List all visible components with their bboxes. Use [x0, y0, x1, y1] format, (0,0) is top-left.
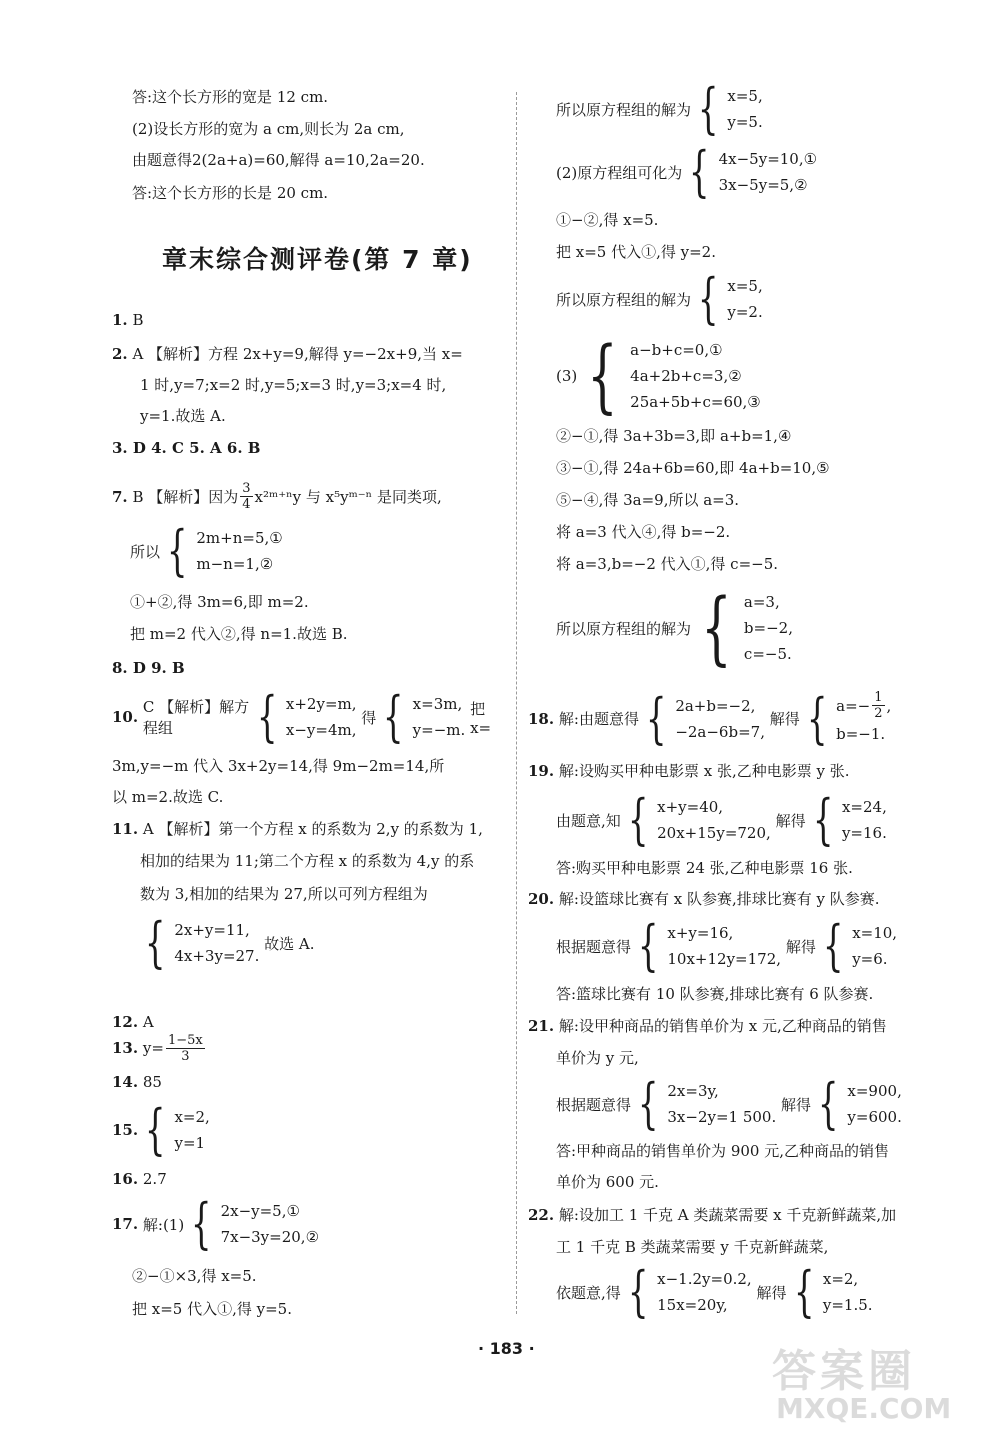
equation-system: 根据题意得 { 2x=3y, 3x−2y=1 500. 解得 { x=900, y=600.: [556, 1072, 902, 1135]
conclusion-line: 答:购买甲种电影票 24 张,乙种电影票 16 张.: [556, 859, 853, 877]
answer-10-line: 以 m=2.故选 C.: [112, 788, 224, 806]
brace-icon: {: [144, 911, 166, 974]
step-line: 将 a=3 代入④,得 b=−2.: [556, 523, 731, 541]
text-line: 答:这个长方形的宽是 12 cm.: [132, 88, 329, 106]
answer-15: 15. { x=2, y=1: [112, 1098, 210, 1161]
step-line: ①+②,得 3m=6,即 m=2.: [130, 593, 309, 611]
brace-icon: {: [627, 1260, 649, 1323]
answer-14: 14. 85: [112, 1073, 162, 1091]
answer-11: 11. A 【解析】第一个方程 x 的系数为 2,y 的系数为 1,: [112, 820, 483, 838]
answer-20: 20. 解:设篮球比赛有 x 队参赛,排球比赛有 y 队参赛.: [528, 890, 880, 908]
equation-system: 依题意,得 { x−1.2y=0.2, 15x=20y, 解得 { x=2, y=1.5.: [556, 1260, 873, 1323]
answer-22-line: 工 1 千克 B 类蔬菜需要 y 千克新鲜蔬菜,: [556, 1238, 829, 1256]
section-title: 章末综合测评卷(第 7 章): [162, 245, 473, 274]
part-2-system: (2)原方程组可化为 { 4x−5y=10,① 3x−5y=5,②: [556, 140, 818, 203]
solution-1: 所以原方程组的解为 { x=5, y=5.: [556, 77, 763, 140]
step-line: ①−②,得 x=5.: [556, 211, 659, 229]
brace-icon: {: [191, 1192, 212, 1255]
answer-21: 21. 解:设甲种商品的销售单价为 x 元,乙种商品的销售: [528, 1017, 887, 1035]
answer-16: 16. 2.7: [112, 1170, 167, 1188]
part-3-system: (3) { a−b+c=0,① 4a+2b+c=3,② 25a+5b+c=60,③: [556, 329, 761, 422]
page-number: · 183 ·: [478, 1339, 535, 1358]
brace-icon: {: [697, 77, 719, 140]
equation-system: 根据题意得 { x+y=16, 10x+12y=172, 解得 { x=10, y=6.: [556, 914, 898, 977]
step-line: 把 x=5 代入①,得 y=2.: [556, 243, 716, 261]
equation-system: 由题意,知 { x+y=40, 20x+15y=720, 解得 { x=24, y=16.: [556, 788, 887, 851]
brace-icon: {: [645, 686, 667, 750]
brace-icon: {: [256, 685, 278, 748]
answer-1: 1. B: [112, 311, 144, 329]
answer-10: 10. C 【解析】解方程组 { x+2y=m, x−y=4m, 得 { x=3m, y=−m. 把 x=: [112, 685, 492, 748]
brace-icon: {: [806, 686, 828, 750]
brace-icon: {: [793, 1260, 814, 1323]
answer-13: 13. y= $\frac{1-5x}{3}$: [112, 1032, 203, 1064]
step-line: 将 a=3,b=−2 代入①,得 c=−5.: [556, 555, 779, 573]
step-line: ②−①,得 3a+3b=3,即 a+b=1,④: [556, 427, 792, 445]
conclusion-line: 单价为 600 元.: [556, 1173, 659, 1191]
brace-icon: {: [817, 1072, 839, 1135]
answer-7: 7. B 【解析】因为 $\frac{3}{4}$ x²ᵐ⁺ⁿy 与 x⁵yᵐ⁻ⁿ 是同类项,: [112, 481, 442, 512]
answer-2: 2. A 【解析】方程 2x+y=9,解得 y=−2x+9,当 x=: [112, 345, 463, 363]
fraction: $\frac{3}{4}$: [242, 481, 251, 512]
answers-3-6: 3. D 4. C 5. A 6. B: [112, 439, 261, 457]
step-line: ③−①,得 24a+6b=60,即 4a+b=10,⑤: [556, 459, 830, 477]
brace-icon: {: [166, 519, 188, 582]
answer-17: 17. 解:(1) { 2x−y=5,① 7x−3y=20,②: [112, 1192, 320, 1255]
answer-22: 22. 解:设加工 1 千克 A 类蔬菜需要 x 千克新鲜蔬菜,加: [528, 1206, 897, 1224]
step-line: 把 x=5 代入①,得 y=5.: [132, 1300, 292, 1318]
brace-icon: {: [627, 788, 649, 851]
answer-19: 19. 解:设购买甲种电影票 x 张,乙种电影票 y 张.: [528, 762, 850, 780]
brace-icon: {: [701, 581, 732, 674]
text-line: 由题意得2(2a+a)=60,解得 a=10,2a=20.: [132, 151, 425, 169]
watermark-url: MXQE.COM: [776, 1392, 952, 1425]
fraction: $\frac{1}{2}$: [874, 690, 883, 721]
equation-system: 所以 { 2m+n=5,① m−n=1,②: [130, 519, 283, 582]
brace-icon: {: [822, 914, 844, 977]
brace-icon: {: [697, 267, 719, 330]
fraction: $\frac{1-5x}{3}$: [167, 1032, 203, 1064]
answers-8-9: 8. D 9. B: [112, 659, 185, 677]
step-line: ②−①×3,得 x=5.: [132, 1267, 257, 1285]
answer-18: 18. 解:由题意得 { 2a+b=−2, −2a−6b=7, 解得 { a=− $\frac{1}{2}$ , b=−1.: [528, 686, 892, 750]
answer-2-line: 1 时,y=7;x=2 时,y=5;x=3 时,y=3;x=4 时,: [140, 376, 447, 394]
conclusion-line: 答:篮球比赛有 10 队参赛,排球比赛有 6 队参赛.: [556, 985, 874, 1003]
step-line: 把 m=2 代入②,得 n=1.故选 B.: [130, 625, 348, 643]
answer-21-line: 单价为 y 元,: [556, 1049, 639, 1067]
conclusion-line: 答:甲种商品的销售单价为 900 元,乙种商品的销售: [556, 1142, 889, 1160]
watermark-logo: [772, 1335, 982, 1425]
text-line: 答:这个长方形的长是 20 cm.: [132, 184, 329, 202]
brace-icon: {: [812, 788, 834, 851]
brace-icon: {: [587, 329, 618, 422]
watermark-text: 答案圈: [772, 1346, 916, 1397]
solution-2: 所以原方程组的解为 { x=5, y=2.: [556, 267, 763, 330]
text-line: (2)设长方形的宽为 a cm,则长为 2a cm,: [132, 120, 405, 138]
column-divider: [516, 92, 517, 1314]
brace-icon: {: [383, 685, 404, 748]
brace-icon: {: [144, 1098, 166, 1161]
brace-icon: {: [689, 140, 710, 203]
brace-icon: {: [637, 1072, 659, 1135]
answer-12: 12. A: [112, 1013, 154, 1031]
answer-11-line: 数为 3,相加的结果为 27,所以可列方程组为: [140, 885, 428, 903]
equation-system: { 2x+y=11, 4x+3y=27. 故选 A.: [144, 911, 315, 974]
answer-11-line: 相加的结果为 11;第二个方程 x 的系数为 4,y 的系: [140, 852, 475, 870]
answer-10-line: 3m,y=−m 代入 3x+2y=14,得 9m−2m=14,所: [112, 757, 445, 775]
step-line: ⑤−④,得 3a=9,所以 a=3.: [556, 491, 740, 509]
answer-2-line: y=1.故选 A.: [140, 407, 226, 425]
brace-icon: {: [637, 914, 659, 977]
solution-3: 所以原方程组的解为 { a=3, b=−2, c=−5.: [556, 581, 793, 674]
